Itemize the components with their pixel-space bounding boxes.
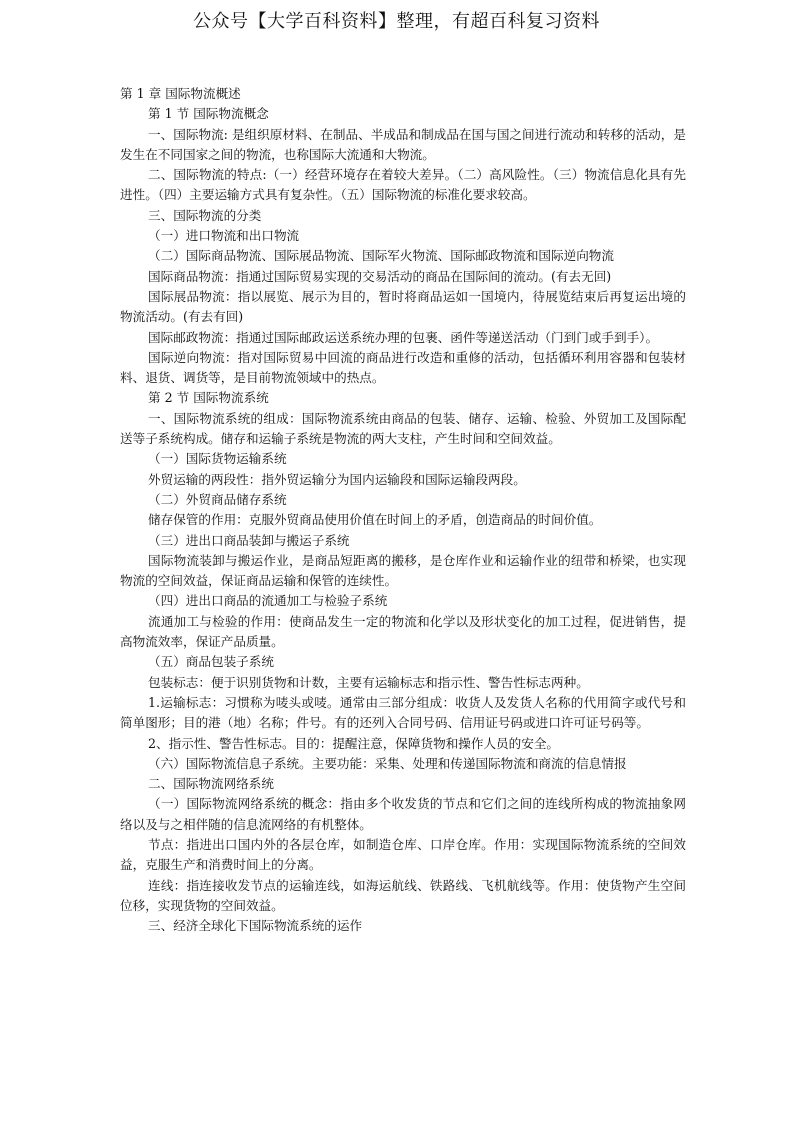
paragraph: （五）商品包装子系统 bbox=[148, 654, 274, 670]
document-body bbox=[120, 84, 686, 936]
paragraph: （一）进口物流和出口物流 bbox=[148, 228, 300, 244]
paragraph: 国际展品物流：指以展览、展示为目的，暂时将商品运如一国境内，待展览结束后再复运出境的物流活动。(有去有回) bbox=[120, 288, 686, 325]
paragraph: 二、国际物流的特点:（一）经营环境存在着较大差异。（二）高风险性。（三）物流信息化具有先进性。（四）主要运输方式具有复杂性。（五）国际物流的标准化要求较高。 bbox=[120, 167, 686, 203]
paragraph: （一）国际货物运输系统 bbox=[148, 451, 287, 467]
paragraph: （二）国际商品物流、国际展品物流、国际军火物流、国际邮政物流和国际逆向物流 bbox=[148, 248, 614, 264]
paragraph: 1.运输标志：习惯称为唛头或唛。通常由三部分组成：收货人及发货人名称的代用简字或代号和简单图形；目的港（地）名称；件号。有的还列入合同号码、信用证号码或进口许可证号码等。 bbox=[120, 694, 686, 731]
chapter-title: 第 1 章 国际物流概述 bbox=[120, 86, 241, 101]
paragraph: 一、国际物流系统的组成：国际物流系统由商品的包装、储存、运输、检验、外贸加工及国际配送等子系统构成。储存和运输子系统是物流的两大支柱，产生时间和空间效益。 bbox=[120, 410, 686, 447]
paragraph: 流通加工与检验的作用：使商品发生一定的物流和化学以及形状变化的加工过程，促进销售，提高物流效率，保证产品质量。 bbox=[120, 613, 686, 650]
paragraph: （一）国际物流网络系统的概念：指由多个收发货的节点和它们之间的连线所构成的物流抽象网络以及与之相伴随的信息流网络的有机整体。 bbox=[120, 796, 686, 832]
paragraph: 节点：指进出口国内外的各层仓库，如制造仓库、口岸仓库。作用：实现国际物流系统的空间效益，克服生产和消费时间上的分离。 bbox=[120, 836, 686, 873]
paragraph: （三）进出口商品装卸与搬运子系统 bbox=[148, 532, 350, 548]
page-header-title: 公众号【大学百科资料】整理，有超百科复习资料 bbox=[193, 11, 600, 32]
section-title: 第 1 节 国际物流概念 bbox=[148, 106, 269, 122]
paragraph: （二）外贸商品储存系统 bbox=[148, 491, 287, 507]
paragraph: 国际商品物流：指通过国际贸易实现的交易活动的商品在国际间的流动。(有去无回) bbox=[148, 268, 612, 284]
paragraph: 三、经济全球化下国际物流系统的运作 bbox=[148, 918, 363, 934]
paragraph: 国际邮政物流：指通过国际邮政运送系统办理的包裹、函件等递送活动（门到门或手到手）。 bbox=[148, 329, 659, 345]
paragraph: （六）国际物流信息子系统。主要功能：采集、处理和传递国际物流和商流的信息情报 bbox=[148, 755, 627, 771]
paragraph: 国际物流装卸与搬运作业，是商品短距离的搬移，是仓库作业和运输作业的纽带和桥梁，也实现物流的空间效益，保证商品运输和保管的连续性。 bbox=[120, 552, 686, 589]
paragraph: （四）进出口商品的流通加工与检验子系统 bbox=[148, 593, 388, 609]
paragraph: 连线：指连接收发节点的运输连线，如海运航线、铁路线、飞机航线等。作用：使货物产生空间位移，实现货物的空间效益。 bbox=[120, 877, 686, 913]
paragraph: 储存保管的作用：克服外贸商品使用价值在时间上的矛盾，创造商品的时间价值。 bbox=[148, 512, 602, 528]
paragraph: 国际逆向物流：指对国际贸易中回流的商品进行改造和重修的活动，包括循环利用容器和包装材料、退货、调货等，是目前物流领域中的热点。 bbox=[120, 349, 686, 386]
paragraph: 外贸运输的两段性：指外贸运输分为国内运输段和国际运输段两段。 bbox=[148, 471, 526, 487]
paragraph: 三、国际物流的分类 bbox=[148, 207, 262, 223]
section-title: 第 2 节 国际物流系统 bbox=[148, 390, 269, 406]
paragraph: 二、国际物流网络系统 bbox=[148, 776, 274, 792]
paragraph: 一、国际物流: 是组织原材料、在制品、半成品和制成品在国与国之间进行流动和转移的活动，是发生在不同国家之间的物流，也称国际大流通和大物流。 bbox=[120, 126, 686, 162]
paragraph: 2、指示性、警告性标志。目的：提醒注意，保障货物和操作人员的安全。 bbox=[148, 735, 560, 751]
paragraph: 包装标志：便于识别货物和计数，主要有运输标志和指示性、警告性标志两种。 bbox=[148, 674, 589, 690]
